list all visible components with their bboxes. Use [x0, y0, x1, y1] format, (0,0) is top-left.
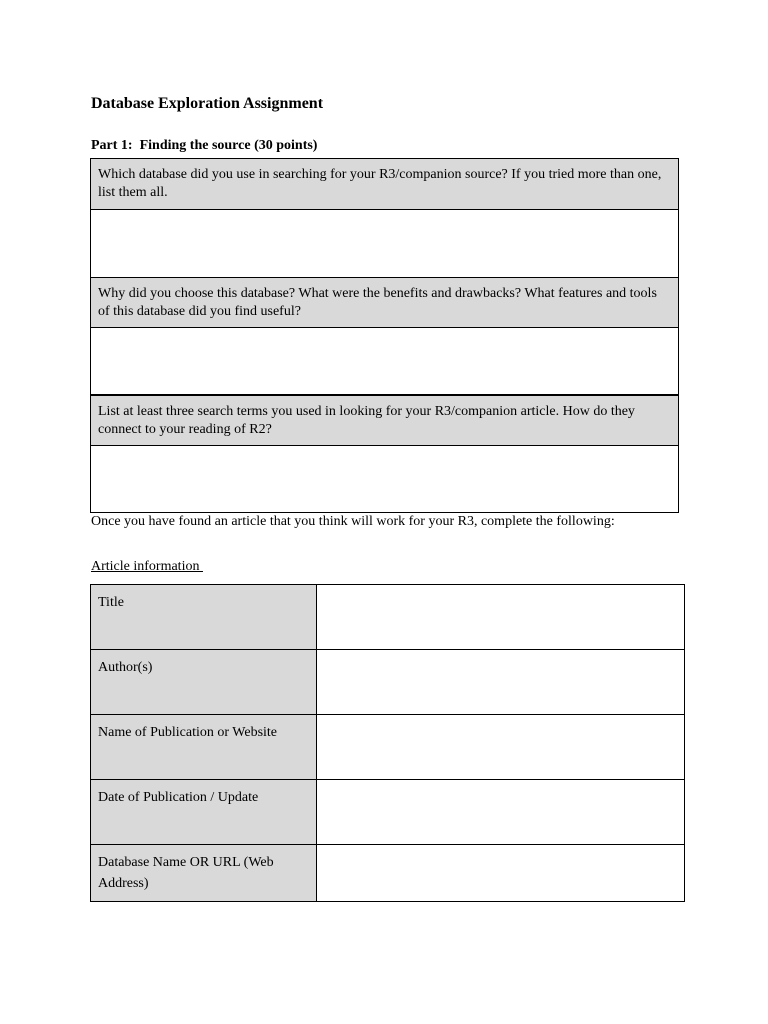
- page-title: Database Exploration Assignment: [91, 95, 324, 112]
- question-cell-2: Why did you choose this database? What were the benefits and drawbacks? What features and tools of this database did you find useful?: [91, 277, 678, 327]
- info-label-database: Database Name OR URL (Web Address): [91, 845, 317, 901]
- info-value-publication[interactable]: [317, 715, 684, 779]
- info-row-publication: [91, 714, 684, 779]
- part1-heading: Part 1: Finding the source (30 points): [91, 138, 318, 153]
- answer-cell-3[interactable]: [91, 445, 678, 512]
- info-row-authors: [91, 649, 684, 714]
- info-label-date: Date of Publication / Update: [91, 780, 317, 844]
- info-value-title[interactable]: [317, 585, 684, 649]
- info-label-title: Title: [91, 585, 317, 649]
- info-label-authors: Author(s): [91, 650, 317, 714]
- article-info-table: [90, 584, 685, 902]
- info-value-database[interactable]: [317, 845, 684, 901]
- questions-table: [90, 158, 679, 513]
- article-info-heading: Article information: [91, 559, 203, 574]
- info-row-date: [91, 779, 684, 844]
- answer-cell-2[interactable]: [91, 327, 678, 395]
- info-value-authors[interactable]: [317, 650, 684, 714]
- question-cell-3: List at least three search terms you used in looking for your R3/companion article. How do they connect to your reading of R2?: [91, 394, 678, 445]
- instruction-text: Once you have found an article that you think will work for your R3, complete the following:: [91, 514, 615, 529]
- info-row-title: [91, 585, 684, 649]
- info-value-date[interactable]: [317, 780, 684, 844]
- answer-cell-1[interactable]: [91, 209, 678, 277]
- info-label-publication: Name of Publication or Website: [91, 715, 317, 779]
- info-row-database: [91, 844, 684, 901]
- question-cell-1: Which database did you use in searching for your R3/companion source? If you tried more than one, list them all.: [91, 159, 678, 209]
